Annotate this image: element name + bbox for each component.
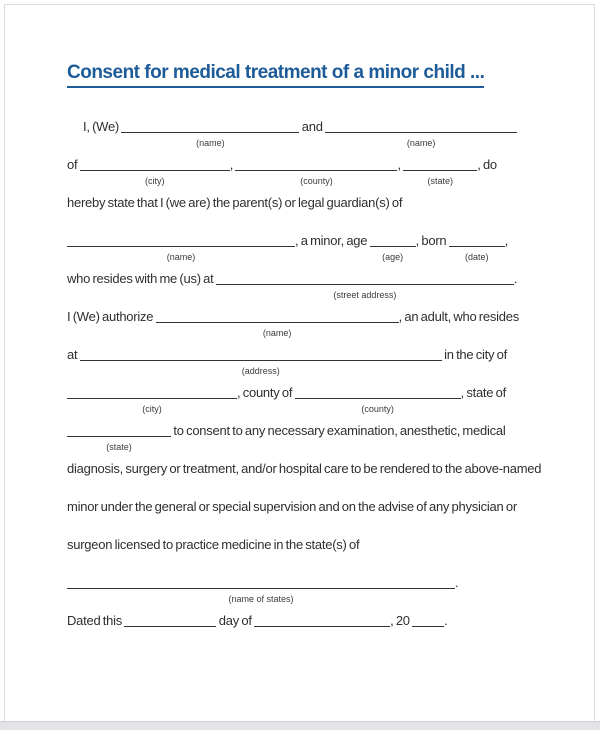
text-run: , an adult, who resides [398,309,519,324]
form-line [67,422,564,452]
form-line [67,574,564,604]
text-run: I (We) authorize [67,309,154,324]
bottom-page-edge [0,721,600,730]
form-line [67,156,564,186]
blank-city[interactable] [80,170,230,186]
form-line [67,270,564,300]
blank-birth-date[interactable] [449,246,505,262]
text-run: , do [477,157,497,172]
blank-label: (name) [166,252,196,262]
blank-adult-state[interactable] [67,436,171,452]
text-run: . [513,271,518,286]
text-run: in the city of [444,347,507,362]
blank-adult-city[interactable] [67,398,237,414]
text-run: to consent to any necessary examination, anesthetic, medical [173,423,506,438]
blank-label: (name) [262,328,292,338]
blank-label: (name) [196,138,225,148]
blank-label: (county) [300,176,333,186]
text-run: hereby state that I (we are) the parent(s) or legal guardian(s) of [67,195,403,210]
text-run: minor under the general or special supervision and on the advise of any physician or [67,499,517,514]
form-line [67,308,564,338]
blank-minor-name[interactable] [67,246,295,262]
page-title[interactable]: Consent for medical treatment of a minor child ... [67,62,484,88]
blank-state[interactable] [403,170,477,186]
text-run: who resides with me (us) at [67,271,214,286]
blank-adult-county[interactable] [295,398,461,414]
blank-county[interactable] [235,170,397,186]
text-run: Dated this [67,613,123,628]
form-line [67,536,564,553]
blank-day[interactable] [124,626,216,627]
blank-month[interactable] [254,626,390,627]
blank-label: (state) [106,442,132,452]
form-line [67,346,564,376]
blank-adult-name[interactable] [156,322,399,338]
form-line [67,612,564,629]
text-run: , a minor, age [295,233,368,248]
form-line [67,232,564,262]
text-run: , county of [237,385,293,400]
text-run: , state of [460,385,506,400]
text-run: diagnosis, surgery or treatment, and/or hospital care to be rendered to the above-named [67,461,542,476]
form-line [67,384,564,414]
text-run: , born [415,233,447,248]
blank-label: (name) [406,138,436,148]
form-content [67,62,564,650]
text-run: , 20 [390,613,410,628]
form-line [67,498,564,515]
blank-label: (age) [382,252,404,262]
blank-label: (date) [465,252,489,262]
text-run: . [455,575,459,590]
text-run: of [67,157,78,172]
blank-parent2-name[interactable] [325,132,517,148]
text-run: , [397,157,401,172]
blank-label: (county) [361,404,394,414]
text-run: surgeon licensed to practice medicine in the state(s) of [67,537,360,552]
text-run: , [504,233,509,248]
text-run: , [229,157,234,172]
text-run: I, (We) [83,119,120,134]
blank-minor-age[interactable] [370,246,416,262]
blank-label: (name of states) [228,594,294,604]
form-line [67,460,564,477]
blank-adult-address[interactable] [80,360,442,376]
blank-label: (street address) [333,290,397,300]
blank-year[interactable] [412,626,444,627]
blank-parent1-name[interactable] [121,132,299,148]
text-run: day of [218,613,252,628]
blank-label: (city) [144,176,165,186]
text-run: . [444,613,448,628]
text-run: and [301,119,323,134]
blank-label: (city) [142,404,162,414]
text-run: at [67,347,78,362]
form-line [67,194,564,211]
blank-states-names[interactable] [67,588,455,604]
blank-street-address[interactable] [216,284,514,300]
blank-label: (state) [427,176,453,186]
blank-label: (address) [241,366,280,376]
form-line [83,118,564,148]
